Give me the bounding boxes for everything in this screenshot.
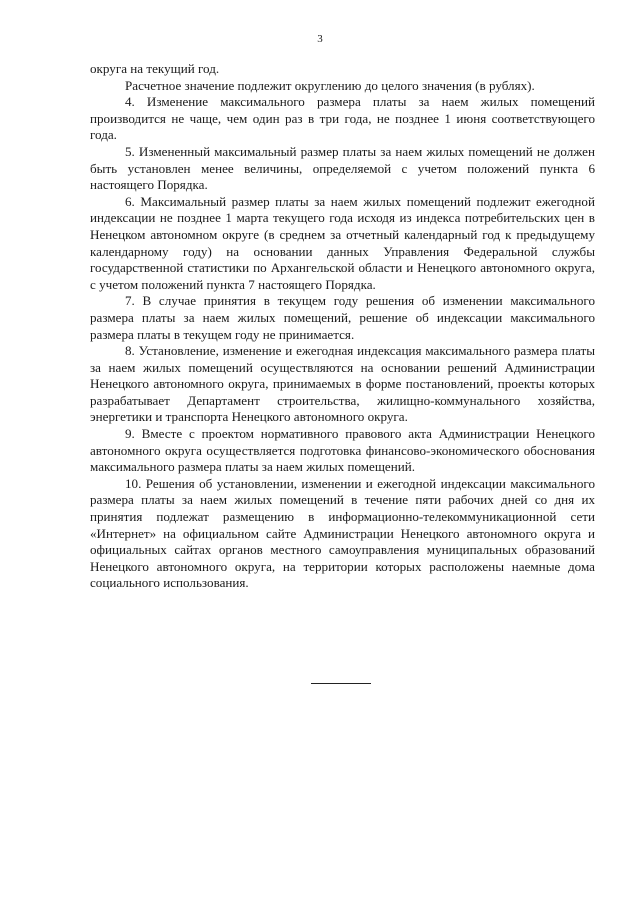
paragraph-continuation: округа на текущий год. (90, 61, 220, 76)
paragraph-item-7: 7. В случае принятия в текущем году решения об изменении максимального размера платы за наем жилых помещений, решение об индексации максимального размера платы в текущем году не принимается. (90, 293, 595, 342)
paragraph-item-5: 5. Измененный максимальный размер платы за наем жилых помещений не должен быть установлен менее величины, определяемой с учетом положений пункта 6 настоящего Порядка. (90, 143, 595, 193)
paragraph-item-10: 10. Решения об установлении, изменении и ежегодной индексации максимального размера платы за наем жилых помещений в течение пяти рабочих дней со дня их принятия подлежат размещению в информационно-телекоммуникационной сети «Интернет» на официальном сайте Администрации Ненецкого автономного округа и официальных сайтах органов местного самоуправления муниципальных образований Ненецкого автономного округа, на территории которых расположены наемные дома социального использования. (90, 475, 595, 591)
paragraph-item-6: 6. Максимальный размер платы за наем жилых помещений подлежит ежегодной индексации не позднее 1 марта текущего года исходя из индекса потребительских цен в Ненецком автономном округе (в среднем за отчетный календарный год к предыдущему календарному году) на основании данных Управления Федеральной службы государственной статистики по Архангельской области и Ненецкого автономного округа, с учетом положений пункта 7 настоящего Порядка. (90, 193, 595, 292)
paragraph-item-4: 4. Изменение максимального размера платы за наем жилых помещений производится не чаще, чем один раз в три года, не позднее 1 июня соответствующего года. (90, 94, 595, 143)
paragraph-item-9: 9. Вместе с проектом нормативного правового акта Администрации Ненецкого автономного округа осуществляется подготовка финансово-экономического обоснования максимального размера платы за наем жилых помещений. (90, 426, 595, 475)
paragraph-rounding-note: Расчетное значение подлежит округлению до целого значения (в рублях). (125, 77, 535, 93)
document-body (90, 61, 595, 592)
paragraph-item-8: 8. Установление, изменение и ежегодная индексация максимального размера платы за наем жилых помещений осуществляются на основании решений Администрации Ненецкого автономного округа, принимаемых в форме постановлений, проекты которых разрабатывает Департамент строительства, жилищно-коммунального хозяйства, энергетики и транспорта Ненецкого автономного округа. (90, 343, 595, 425)
page-number: 3 (317, 33, 323, 45)
end-of-document-rule (311, 683, 371, 684)
